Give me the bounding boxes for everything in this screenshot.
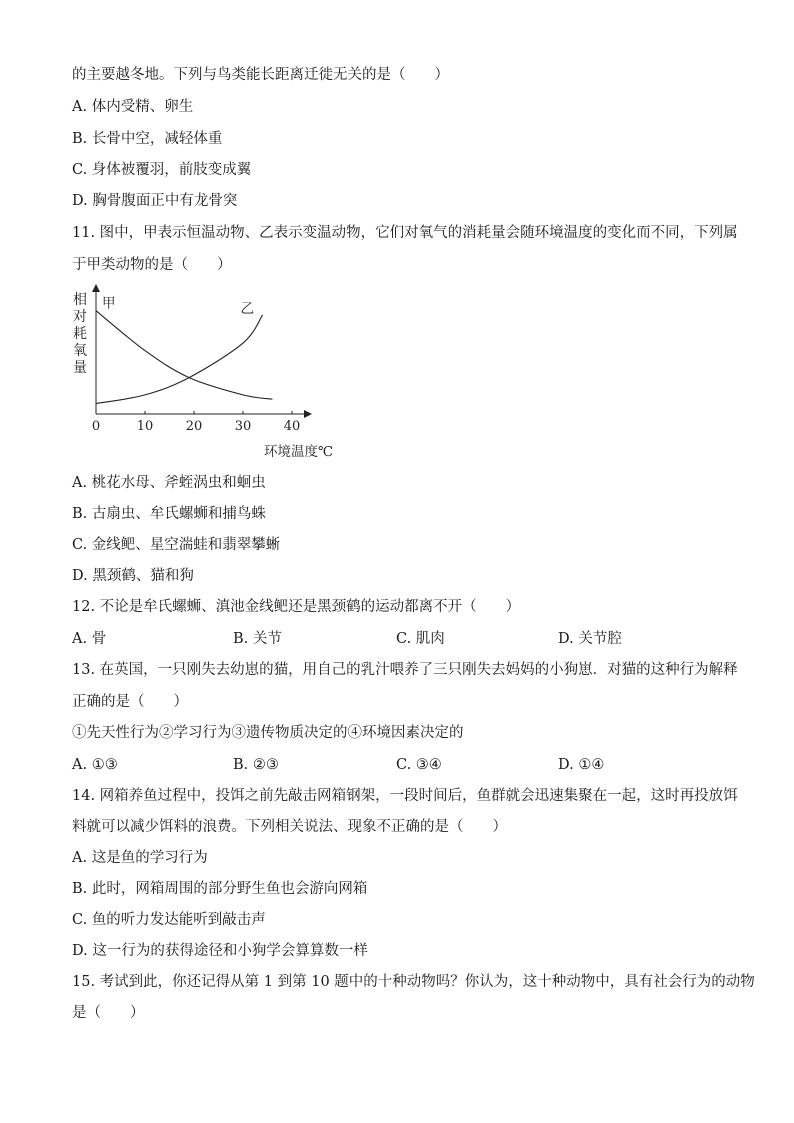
q14-option-b[interactable]: B. 此时，网箱周围的部分野生鱼也会游向网箱 [72,881,368,897]
q13-option-d[interactable]: D. ①④ [558,757,605,773]
x-axis-label: 环境温度℃ [264,444,334,460]
y-axis-label [73,291,87,376]
q14-stem-line2: 料就可以减少饵料的浪费。下列相关说法、现象不正确的是（ ） [72,819,507,835]
q10-stem: 的主要越冬地。下列与鸟类能长距离迁徙无关的是（ ） [72,67,449,83]
series-line-yi [96,315,263,404]
series-label-jia: 甲 [102,295,116,312]
x-tick-label: 40 [283,419,301,434]
q11-option-d[interactable]: D. 黑颈鹤、猫和狗 [72,568,194,584]
x-tick-label: 0 [91,419,101,434]
q13-stem-line1: 13. 在英国，一只刚失去幼崽的猫，用自己的乳汁喂养了三只刚失去妈妈的小狗崽．对猫的这种行为解释 [72,662,738,678]
q12-option-c[interactable]: C. 肌肉 [396,631,445,647]
q13-option-a[interactable]: A. ①③ [72,757,118,773]
svg-text:相对耗氧量: 相对耗氧量 [73,292,87,376]
series-label-yi: 乙 [240,300,255,317]
q13-statement: ①先天性行为②学习行为③遗传物质决定的④环境因素决定的 [72,725,464,741]
q10-option-d[interactable]: D. 胸骨腹面正中有龙骨突 [72,193,238,209]
q11-option-b[interactable]: B. 古扇虫、牟氏螺蛳和捕鸟蛛 [72,506,266,522]
q11-option-c[interactable]: C. 金线鲃、星空湍蛙和翡翠攀蜥 [72,537,281,553]
q14-option-d[interactable]: D. 这一行为的获得途径和小狗学会算算数一样 [72,943,368,959]
q10-option-c[interactable]: C. 身体被覆羽，前肢变成翼 [72,162,252,178]
q13-option-b[interactable]: B. ②③ [233,757,279,773]
q12-stem: 12. 不论是牟氏螺蛳、滇池金线鲃还是黑颈鹤的运动都离不开（ ） [72,599,521,615]
q11-option-a[interactable]: A. 桃花水母、斧蛭涡虫和蛔虫 [72,475,266,491]
q14-option-a[interactable]: A. 这是鱼的学习行为 [72,850,208,866]
q10-option-a[interactable]: A. 体内受精、卵生 [72,99,194,115]
q15-stem-line1: 15. 考试到此，你还记得从第 1 到第 10 题中的十种动物吗？你认为，这十种动物中，具有社会行为的动物 [72,974,755,990]
q12-option-a[interactable]: A. 骨 [72,631,107,647]
x-tick-label: 30 [234,419,252,434]
q15-stem-line2: 是（ ） [72,1005,145,1021]
q14-option-c[interactable]: C. 鱼的听力发达能听到敲击声 [72,912,266,928]
q11-stem-line1: 11. 图中，甲表示恒温动物、乙表示变温动物，它们对氧气的消耗量会随环境温度的变化而不同，下列属 [72,225,738,241]
q14-stem-line1: 14. 网箱养鱼过程中，投饵之前先敲击网箱钢架，一段时间后，鱼群就会迅速集聚在一起，这时再投放饵 [72,788,738,804]
q13-option-c[interactable]: C. ③④ [396,757,442,773]
q10-option-b[interactable]: B. 长骨中空，减轻体重 [72,131,223,147]
x-tick-label: 10 [136,419,154,434]
q11-stem-line2: 于甲类动物的是（ ） [72,257,232,273]
oxygen-consumption-chart [60,282,350,462]
x-tick-label: 20 [185,419,203,434]
q12-option-b[interactable]: B. 关节 [233,631,282,647]
q13-stem-line2: 正确的是（ ） [72,694,188,710]
series-line-jia [96,311,272,400]
q12-option-d[interactable]: D. 关节腔 [558,631,622,647]
